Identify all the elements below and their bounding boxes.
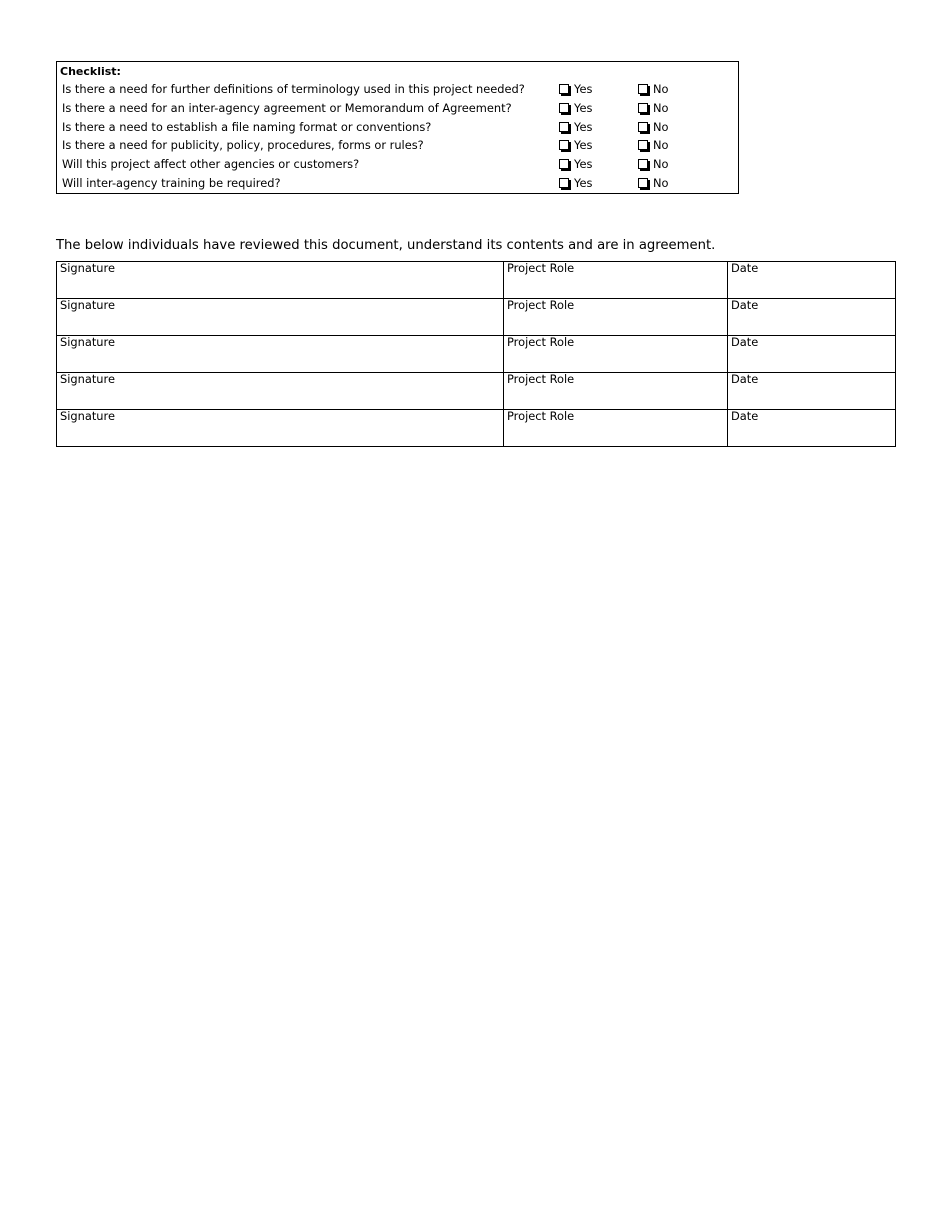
checkbox-icon [559, 122, 569, 132]
checklist-question: Is there a need for further definitions of terminology used in this project needed? [62, 82, 525, 96]
checklist-row [57, 137, 738, 155]
signature-cell[interactable]: Signature [57, 262, 504, 299]
no-label: No [653, 82, 669, 96]
table-row [57, 410, 896, 447]
checklist-row [57, 175, 738, 193]
checklist-row [57, 100, 738, 118]
no-label: No [653, 120, 669, 134]
no-label: No [653, 157, 669, 171]
yes-label: Yes [574, 157, 593, 171]
no-label: No [653, 176, 669, 190]
checklist-row [57, 81, 738, 99]
yes-checkbox[interactable] [559, 81, 592, 97]
signature-cell[interactable]: Signature [57, 410, 504, 447]
no-label: No [653, 101, 669, 115]
checkbox-icon [559, 140, 569, 150]
project-role-cell[interactable]: Project Role [504, 336, 728, 373]
checkbox-icon [559, 178, 569, 188]
checklist-row [57, 156, 738, 174]
no-checkbox[interactable] [638, 81, 669, 97]
checklist-question: Will inter-agency training be required? [62, 176, 281, 190]
checklist-row [57, 119, 738, 137]
checkbox-icon [638, 159, 648, 169]
table-row [57, 299, 896, 336]
signature-cell[interactable]: Signature [57, 299, 504, 336]
checkbox-icon [638, 84, 648, 94]
checkbox-icon [638, 140, 648, 150]
table-row [57, 336, 896, 373]
table-row [57, 373, 896, 410]
checkbox-icon [559, 84, 569, 94]
yes-checkbox[interactable] [559, 175, 592, 191]
yes-label: Yes [574, 176, 593, 190]
project-role-cell[interactable]: Project Role [504, 262, 728, 299]
checklist-question: Will this project affect other agencies or customers? [62, 157, 360, 171]
checklist-box [56, 61, 739, 194]
checkbox-icon [638, 122, 648, 132]
checkbox-icon [638, 103, 648, 113]
yes-label: Yes [574, 138, 593, 152]
checklist-question: Is there a need to establish a file naming format or conventions? [62, 120, 432, 134]
yes-label: Yes [574, 101, 593, 115]
yes-label: Yes [574, 120, 593, 134]
no-checkbox[interactable] [638, 137, 669, 153]
date-cell[interactable]: Date [728, 336, 896, 373]
signature-table [56, 261, 896, 447]
no-label: No [653, 138, 669, 152]
yes-label: Yes [574, 82, 593, 96]
yes-checkbox[interactable] [559, 137, 592, 153]
project-role-cell[interactable]: Project Role [504, 410, 728, 447]
yes-checkbox[interactable] [559, 156, 592, 172]
checkbox-icon [559, 103, 569, 113]
no-checkbox[interactable] [638, 119, 669, 135]
signature-cell[interactable]: Signature [57, 336, 504, 373]
no-checkbox[interactable] [638, 156, 669, 172]
date-cell[interactable]: Date [728, 299, 896, 336]
date-cell[interactable]: Date [728, 373, 896, 410]
table-row [57, 262, 896, 299]
date-cell[interactable]: Date [728, 410, 896, 447]
no-checkbox[interactable] [638, 100, 669, 116]
yes-checkbox[interactable] [559, 100, 592, 116]
checklist-question: Is there a need for publicity, policy, procedures, forms or rules? [62, 138, 424, 152]
checklist-title: Checklist: [60, 65, 121, 78]
date-cell[interactable]: Date [728, 262, 896, 299]
project-role-cell[interactable]: Project Role [504, 373, 728, 410]
review-statement: The below individuals have reviewed this document, understand its contents and are in agreement. [56, 238, 716, 253]
checkbox-icon [638, 178, 648, 188]
no-checkbox[interactable] [638, 175, 669, 191]
signature-cell[interactable]: Signature [57, 373, 504, 410]
yes-checkbox[interactable] [559, 119, 592, 135]
checklist-question: Is there a need for an inter-agency agreement or Memorandum of Agreement? [62, 101, 512, 115]
project-role-cell[interactable]: Project Role [504, 299, 728, 336]
checkbox-icon [559, 159, 569, 169]
